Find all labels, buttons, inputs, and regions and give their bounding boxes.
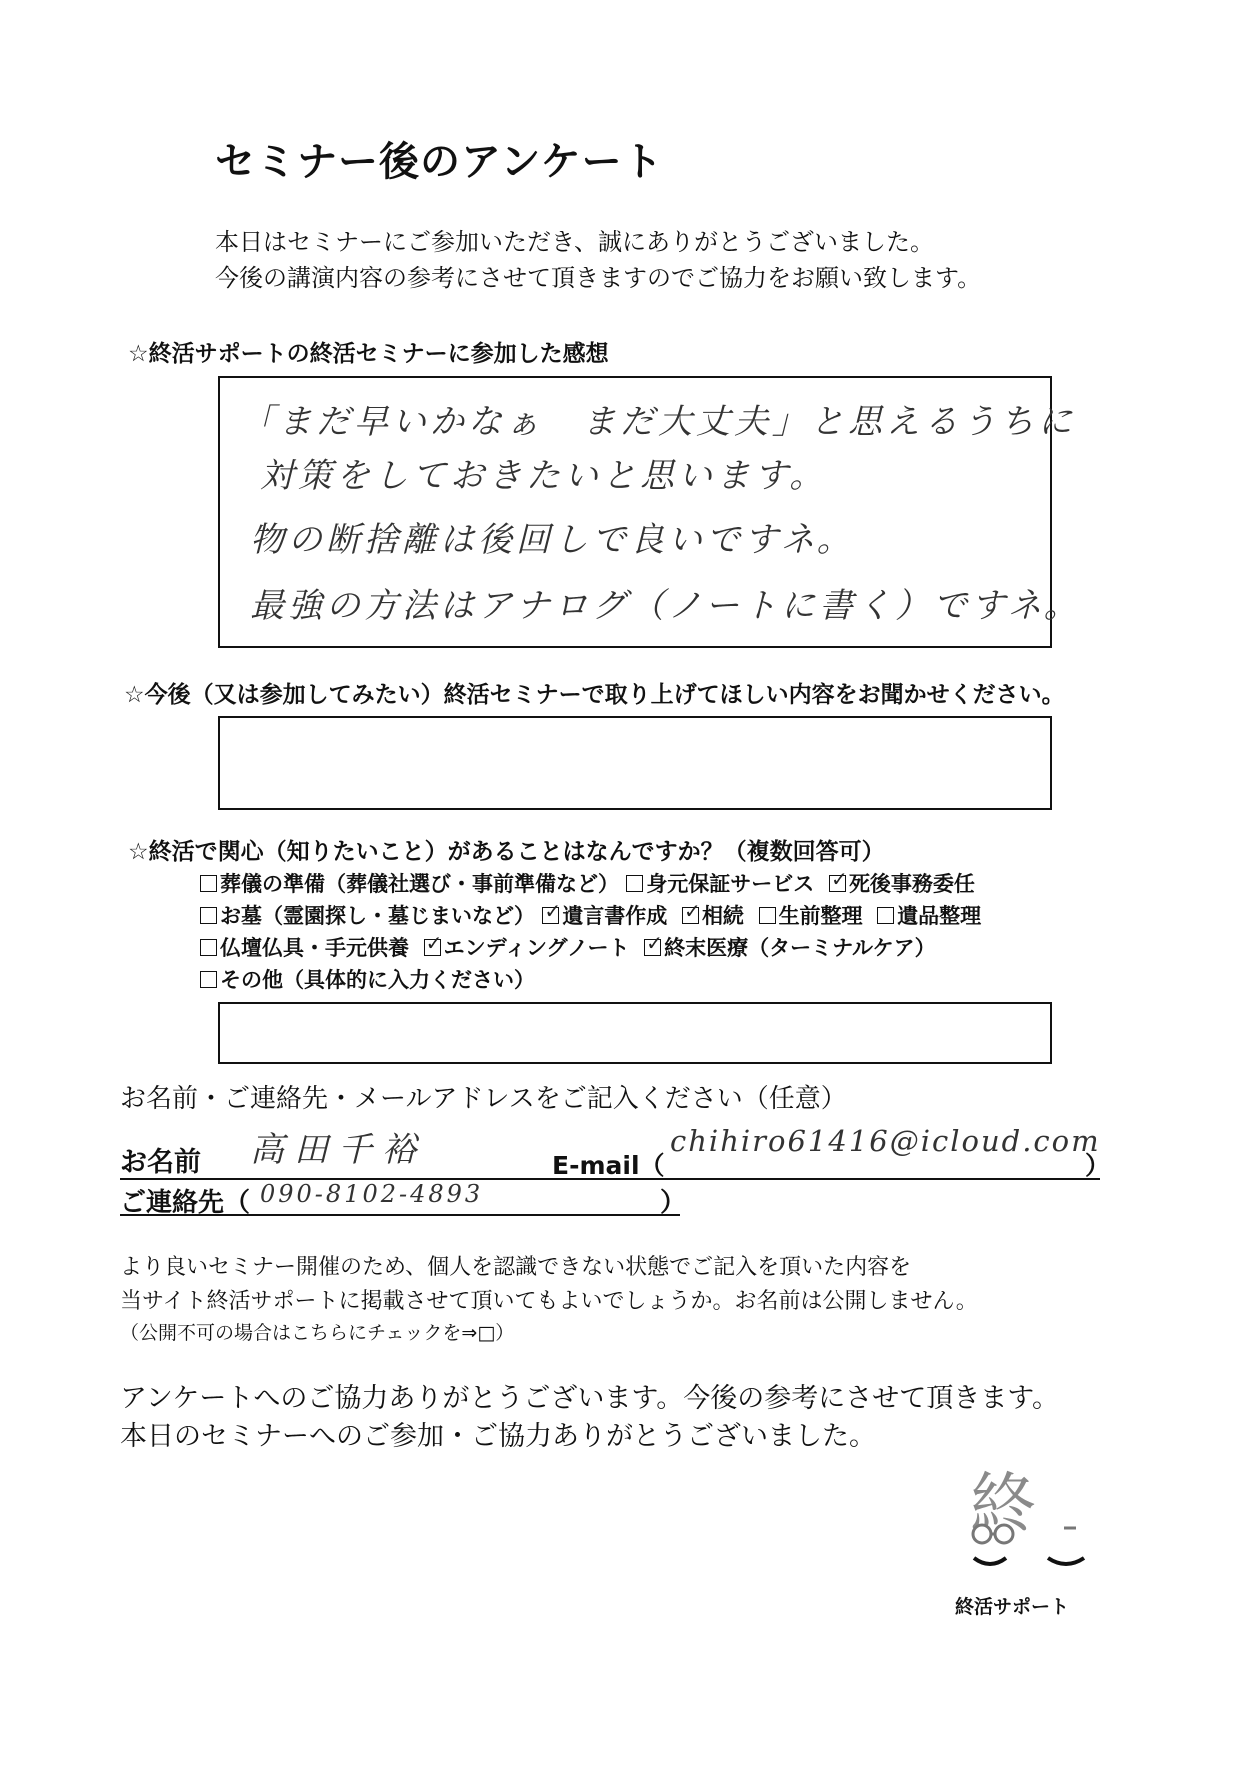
email-field[interactable]: chihiro61416@icloud.com xyxy=(670,1124,1101,1158)
shukatsu-logo xyxy=(960,1450,1110,1580)
logo-text: 終活サポート xyxy=(955,1596,1070,1618)
option-funeral: 葬儀の準備（葬儀社選び・事前準備など） xyxy=(220,872,619,896)
checkbox-ending-note[interactable] xyxy=(424,939,441,956)
q1-answer-line-3: 物の断捨離は後回しで良いですネ。 xyxy=(250,520,855,560)
name-label: お名前 xyxy=(120,1147,201,1178)
checkbox-grave[interactable] xyxy=(200,907,217,924)
q3-row-4 xyxy=(200,964,535,994)
q1-answer-box[interactable] xyxy=(218,376,1082,648)
option-ending-note: エンディングノート xyxy=(443,936,630,960)
checkbox-inheritance[interactable] xyxy=(682,907,699,924)
q3-row-3 xyxy=(200,932,936,962)
checkbox-belongings[interactable] xyxy=(877,907,894,924)
logo-glyph: 終 xyxy=(970,1465,1036,1542)
intro-line-2: 今後の講演内容の参考にさせて頂きますのでご協力をお願い致します。 xyxy=(215,264,982,292)
q3-other-box[interactable] xyxy=(218,1002,1052,1064)
q3-row-2 xyxy=(200,900,981,930)
q1-answer-line-4: 最強の方法はアナログ（ノートに書く）ですネ。 xyxy=(250,586,1082,626)
page-title: セミナー後のアンケート xyxy=(215,139,664,185)
checkbox-other[interactable] xyxy=(200,971,217,988)
name-field[interactable]: 高田千裕 xyxy=(250,1130,426,1170)
phone-field[interactable]: 090-8102-4893 xyxy=(260,1180,484,1208)
checkbox-altar[interactable] xyxy=(200,939,217,956)
email-label: E-mail（ xyxy=(552,1151,665,1180)
phone-close: ） xyxy=(660,1188,687,1218)
option-other: その他（具体的に入力ください） xyxy=(220,968,535,992)
option-guarantor: 身元保証サービス xyxy=(646,872,815,896)
q3-label: ☆終活で関心（知りたいこと）があることはなんですか？（複数回答可） xyxy=(128,839,885,865)
q2-answer-box[interactable] xyxy=(218,716,1052,810)
thanks-line-2: 本日のセミナーへのご参加・ご協力ありがとうございました。 xyxy=(120,1421,876,1452)
checkbox-posthumous-affairs[interactable] xyxy=(829,875,846,892)
intro-line-1: 本日はセミナーにご参加いただき、誠にありがとうございました。 xyxy=(215,228,935,256)
option-lifetime-organizing: 生前整理 xyxy=(778,904,863,928)
option-grave: お墓（霊園探し・墓じまいなど） xyxy=(220,904,535,928)
contact-heading: お名前・ご連絡先・メールアドレスをご記入ください（任意） xyxy=(120,1084,847,1114)
disclaimer-line-3[interactable]: （公開不可の場合はこちらにチェックを⇒□） xyxy=(120,1322,515,1344)
checkbox-funeral[interactable] xyxy=(200,875,217,892)
phone-label: ご連絡先（ xyxy=(120,1188,251,1218)
q1-label: ☆終活サポートの終活セミナーに参加した感想 xyxy=(128,341,609,367)
option-belongings: 遺品整理 xyxy=(897,904,982,928)
checkbox-guarantor[interactable] xyxy=(626,875,643,892)
q2-label: ☆今後（又は参加してみたい）終活セミナーで取り上げてほしい内容をお聞かせください。 xyxy=(124,682,1065,708)
option-posthumous-affairs: 死後事務委任 xyxy=(848,872,975,896)
option-will: 遺言書作成 xyxy=(562,904,668,928)
option-terminal-care: 終末医療（ターミナルケア） xyxy=(664,936,936,960)
smiling-face-icon xyxy=(960,1520,1110,1580)
disclaimer-line-1: より良いセミナー開催のため、個人を認識できない状態でご記入を頂いた内容を xyxy=(120,1255,912,1280)
option-altar: 仏壇仏具・手元供養 xyxy=(220,936,409,960)
q1-answer-line-2: 対策をしておきたいと思います。 xyxy=(260,456,828,496)
checkbox-will[interactable] xyxy=(542,907,559,924)
disclaimer-line-2: 当サイト終活サポートに掲載させて頂いてもよいでしょうか。お名前は公開しません。 xyxy=(120,1289,978,1314)
email-close: ） xyxy=(1085,1151,1111,1180)
q3-row-1 xyxy=(200,868,975,898)
checkbox-lifetime-organizing[interactable] xyxy=(759,907,776,924)
thanks-line-1: アンケートへのご協力ありがとうございます。今後の参考にさせて頂きます。 xyxy=(120,1383,1060,1414)
q1-answer-line-1: 「まだ早いかなぁ まだ大丈夫」と思えるうちに xyxy=(240,402,1076,442)
option-inheritance: 相続 xyxy=(701,904,744,928)
checkbox-terminal-care[interactable] xyxy=(644,939,661,956)
